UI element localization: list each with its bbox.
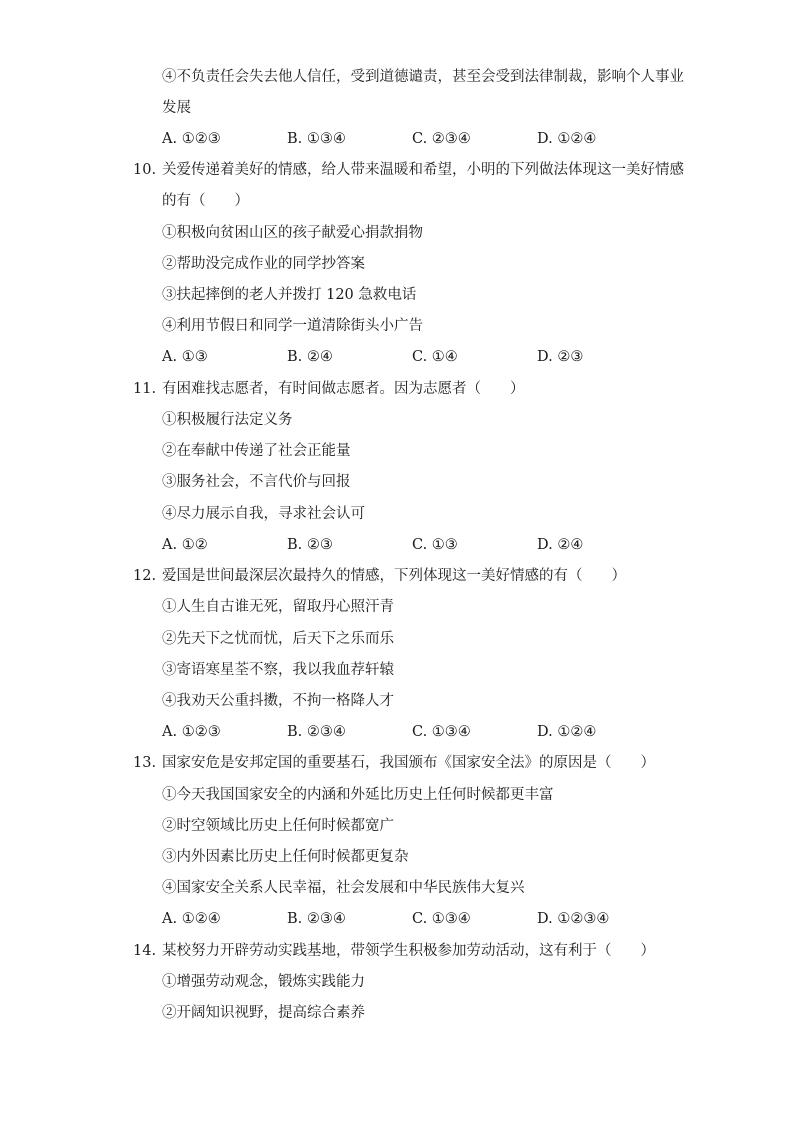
carryover-item-4-line-2: 发展 [162, 100, 191, 116]
option-a: A. ①③ [162, 349, 208, 365]
question-item: ①增强劳动观念，锻炼实践能力 [162, 974, 365, 990]
question-stem: 的有（ ） [162, 193, 249, 209]
question-number: 13. [133, 755, 157, 771]
carryover-item-4-line-1: ④不负责任会失去他人信任，受到道德谴责，甚至会受到法律制裁，影响个人事业 [162, 69, 684, 85]
question-item: ④我劝天公重抖擞，不拘一格降人才 [162, 693, 394, 709]
option-a: A. ①②④ [162, 911, 221, 927]
question-number: 12. [133, 568, 157, 584]
question-stem: 某校努力开辟劳动实践基地，带领学生积极参加劳动活动，这有利于（ ） [162, 943, 655, 959]
question-item: ③寄语寒星荃不察，我以我血荐轩辕 [162, 662, 394, 678]
option-c: C. ①③④ [412, 911, 471, 927]
question-item: ④尽力展示自我，寻求社会认可 [162, 506, 365, 522]
option-a: A. ①② [162, 537, 208, 553]
question-item: ③扶起摔倒的老人并拨打 120 急救电话 [162, 287, 417, 303]
question-item: ③服务社会，不言代价与回报 [162, 474, 351, 490]
carryover-option-a: A. ①②③ [162, 131, 221, 147]
option-c: C. ①③ [412, 537, 458, 553]
question-item: ②在奉献中传递了社会正能量 [162, 443, 351, 459]
question-item: ②先天下之忧而忧，后天下之乐而乐 [162, 631, 394, 647]
question-stem: 有困难找志愿者，有时间做志愿者。因为志愿者（ ） [162, 381, 525, 397]
carryover-option-c: C. ②③④ [412, 131, 471, 147]
question-number: 11. [133, 381, 157, 397]
question-item: ②帮助没完成作业的同学抄答案 [162, 256, 365, 272]
question-stem: 国家安危是安邦定国的重要基石，我国颁布《国家安全法》的原因是（ ） [162, 755, 655, 771]
question-item: ①积极履行法定义务 [162, 412, 293, 428]
option-b: B. ②③④ [287, 911, 346, 927]
question-item: ④国家安全关系人民幸福，社会发展和中华民族伟大复兴 [162, 880, 525, 896]
carryover-option-b: B. ①③④ [287, 131, 346, 147]
question-item: ①积极向贫困山区的孩子献爱心捐款捐物 [162, 225, 423, 241]
question-stem: 关爱传递着美好的情感，给人带来温暖和希望，小明的下列做法体现这一美好情感 [162, 162, 684, 178]
option-b: B. ②③ [287, 537, 333, 553]
question-item: ①今天我国国家安全的内涵和外延比历史上任何时候都更丰富 [162, 787, 554, 803]
option-d: D. ②④ [537, 537, 584, 553]
question-item: ②开阔知识视野，提高综合素养 [162, 1005, 365, 1021]
option-c: C. ①④ [412, 349, 458, 365]
question-item: ④利用节假日和同学一道清除街头小广告 [162, 318, 423, 334]
question-number: 14. [133, 943, 157, 959]
question-item: ①人生自古谁无死，留取丹心照汗青 [162, 599, 394, 615]
option-d: D. ②③ [537, 349, 584, 365]
option-d: D. ①②④ [537, 724, 597, 740]
question-item: ②时空领域比历史上任何时候都宽广 [162, 818, 394, 834]
option-a: A. ①②③ [162, 724, 221, 740]
option-b: B. ②③④ [287, 724, 346, 740]
option-c: C. ①③④ [412, 724, 471, 740]
carryover-option-d: D. ①②④ [537, 131, 597, 147]
option-b: B. ②④ [287, 349, 333, 365]
question-number: 10. [133, 162, 157, 178]
option-d: D. ①②③④ [537, 911, 610, 927]
question-stem: 爱国是世间最深层次最持久的情感，下列体现这一美好情感的有（ ） [162, 568, 626, 584]
question-item: ③内外因素比历史上任何时候都更复杂 [162, 849, 409, 865]
